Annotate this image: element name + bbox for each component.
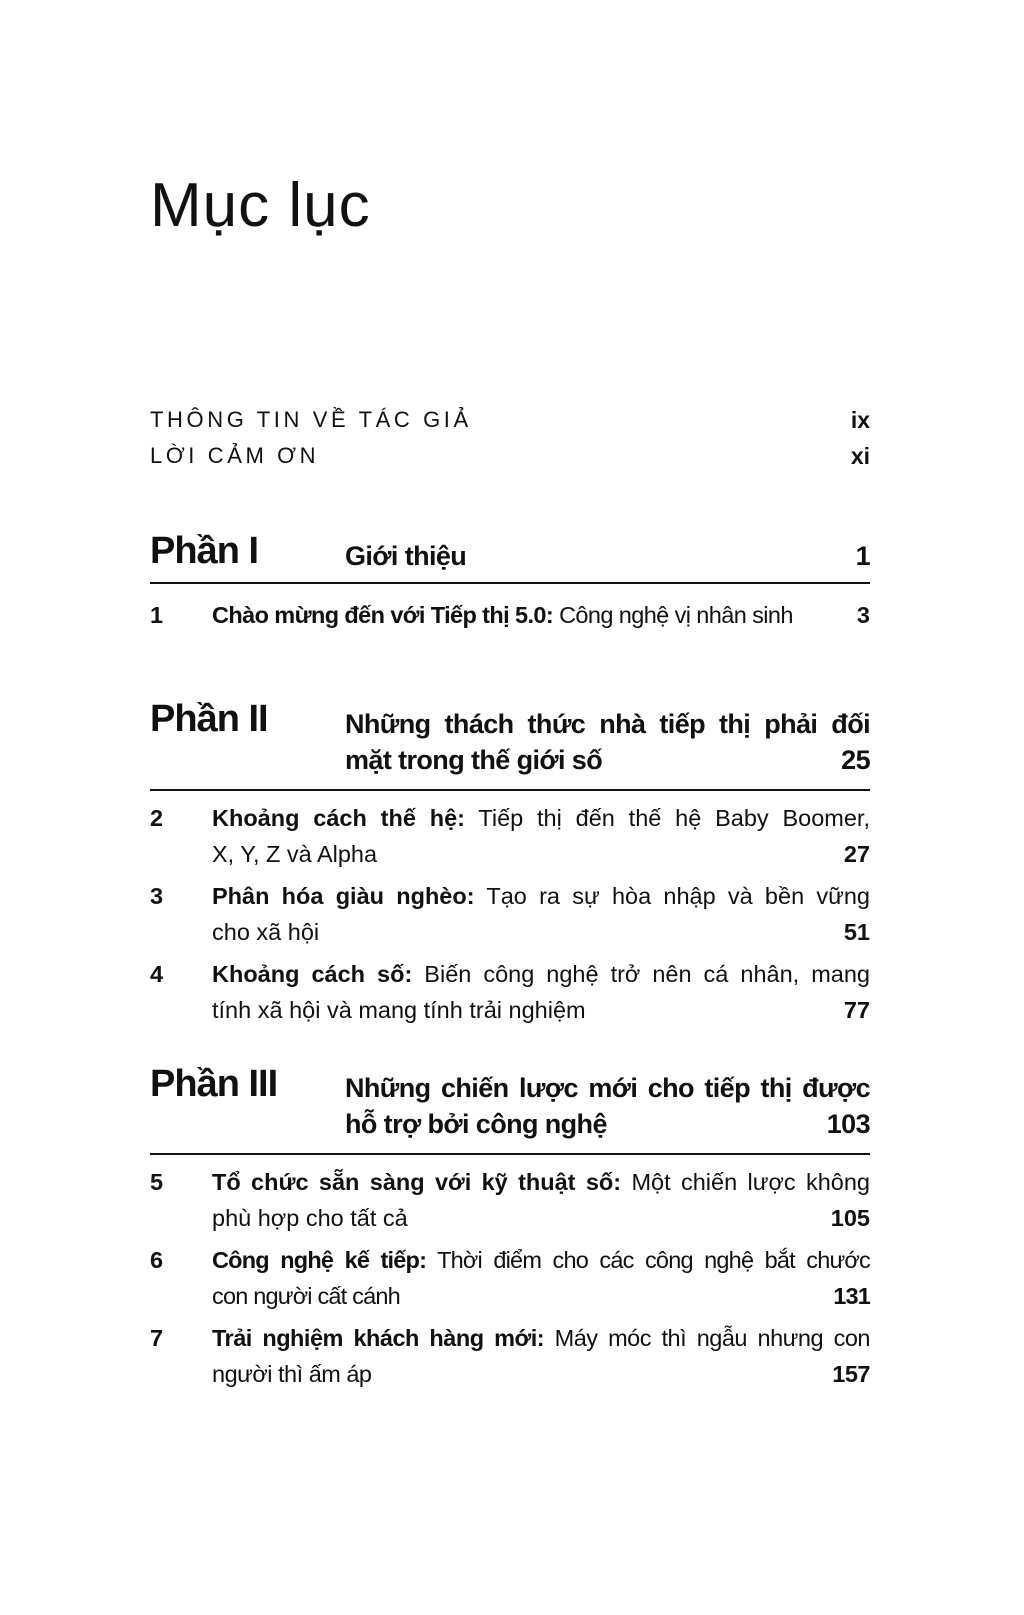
chapter-title-bold: Tổ chức sẵn sàng với kỹ thuật số: <box>212 1169 622 1195</box>
chapter-number: 3 <box>150 883 164 909</box>
chapter-title-bold: Trải nghiệm khách hàng mới: <box>212 1325 545 1351</box>
section-divider <box>150 1153 870 1155</box>
chapter-number: 1 <box>150 602 164 628</box>
chapter-number: 2 <box>150 805 164 831</box>
chapter-page: 77 <box>843 997 870 1023</box>
part-title-text: Giới thiệu <box>345 541 467 571</box>
part-title-line1: Những chiến lược mới cho tiếp thị được <box>345 1073 870 1103</box>
chapter-subtitle-line1: Tiếp thị đến thế hệ Baby Boomer, <box>478 805 870 831</box>
chapter-subtitle-line2: phù hợp cho tất cả <box>212 1205 408 1231</box>
section-divider <box>150 582 870 584</box>
part-page: 103 <box>826 1109 870 1139</box>
part-page: 25 <box>841 745 870 775</box>
chapter-subtitle-line2: người thì ấm áp <box>212 1361 372 1387</box>
chapter-subtitle-line2: X, Y, Z và Alpha <box>212 841 378 867</box>
chapter-subtitle-line2: tính xã hội và mang tính trải nghiệm <box>212 997 586 1023</box>
part-title[interactable] <box>345 706 870 778</box>
chapter-page: 51 <box>843 919 870 945</box>
chapter-title-bold: Công nghệ kế tiếp: <box>212 1247 427 1273</box>
chapter-number: 7 <box>150 1325 164 1351</box>
part-title[interactable] <box>345 1070 870 1142</box>
chapter-page: 27 <box>843 841 870 867</box>
part-number: Phần II <box>150 698 268 740</box>
chapter-page: 3 <box>856 602 870 628</box>
chapter-title-bold: Chào mừng đến với Tiếp thị 5.0: <box>212 602 554 628</box>
chapter-subtitle-line1: Thời điểm cho các công nghệ bắt chước <box>437 1247 870 1273</box>
entry-page: xi <box>850 443 870 469</box>
part-title-line2: mặt trong thế giới số <box>345 745 603 775</box>
chapter-subtitle-line1: Một chiến lược không <box>631 1169 870 1195</box>
page-title: Mục lục <box>150 171 371 240</box>
chapter-number: 5 <box>150 1169 164 1195</box>
chapter-subtitle-line1: Máy móc thì ngẫu nhưng con <box>554 1325 870 1351</box>
chapter-page: 131 <box>833 1283 870 1309</box>
chapter-subtitle-line2: con người cất cánh <box>212 1283 400 1309</box>
chapter-title-bold: Khoảng cách số: <box>212 961 413 987</box>
chapter-subtitle: Công nghệ vị nhân sinh <box>559 602 793 628</box>
chapter-page: 157 <box>832 1361 870 1387</box>
chapter-title-bold: Khoảng cách thế hệ: <box>212 805 465 831</box>
chapter-subtitle-line1: Biến công nghệ trở nên cá nhân, mang <box>424 961 870 987</box>
entry-label: THÔNG TIN VỀ TÁC GIẢ <box>150 407 472 432</box>
chapter-page: 105 <box>830 1205 870 1231</box>
chapter-title-bold: Phân hóa giàu nghèo: <box>212 883 475 909</box>
toc-entry-about-author[interactable] <box>150 402 870 438</box>
chapter-number: 6 <box>150 1247 164 1273</box>
toc-entry-acknowledgements[interactable] <box>150 438 870 474</box>
part-number: Phần III <box>150 1063 278 1105</box>
part-page: 1 <box>855 541 870 571</box>
part-number: Phần I <box>150 530 259 572</box>
entry-label: LỜI CẢM ƠN <box>150 443 320 468</box>
chapter-number: 4 <box>150 961 164 987</box>
entry-page: ix <box>850 407 870 433</box>
part-title-line2: hỗ trợ bởi công nghệ <box>345 1109 607 1139</box>
section-divider <box>150 789 870 791</box>
part-title-line1: Những thách thức nhà tiếp thị phải đối <box>345 709 870 739</box>
part-title[interactable] <box>345 538 870 574</box>
chapter-subtitle-line1: Tạo ra sự hòa nhập và bền vững <box>486 883 870 909</box>
chapter-subtitle-line2: cho xã hội <box>212 919 320 945</box>
